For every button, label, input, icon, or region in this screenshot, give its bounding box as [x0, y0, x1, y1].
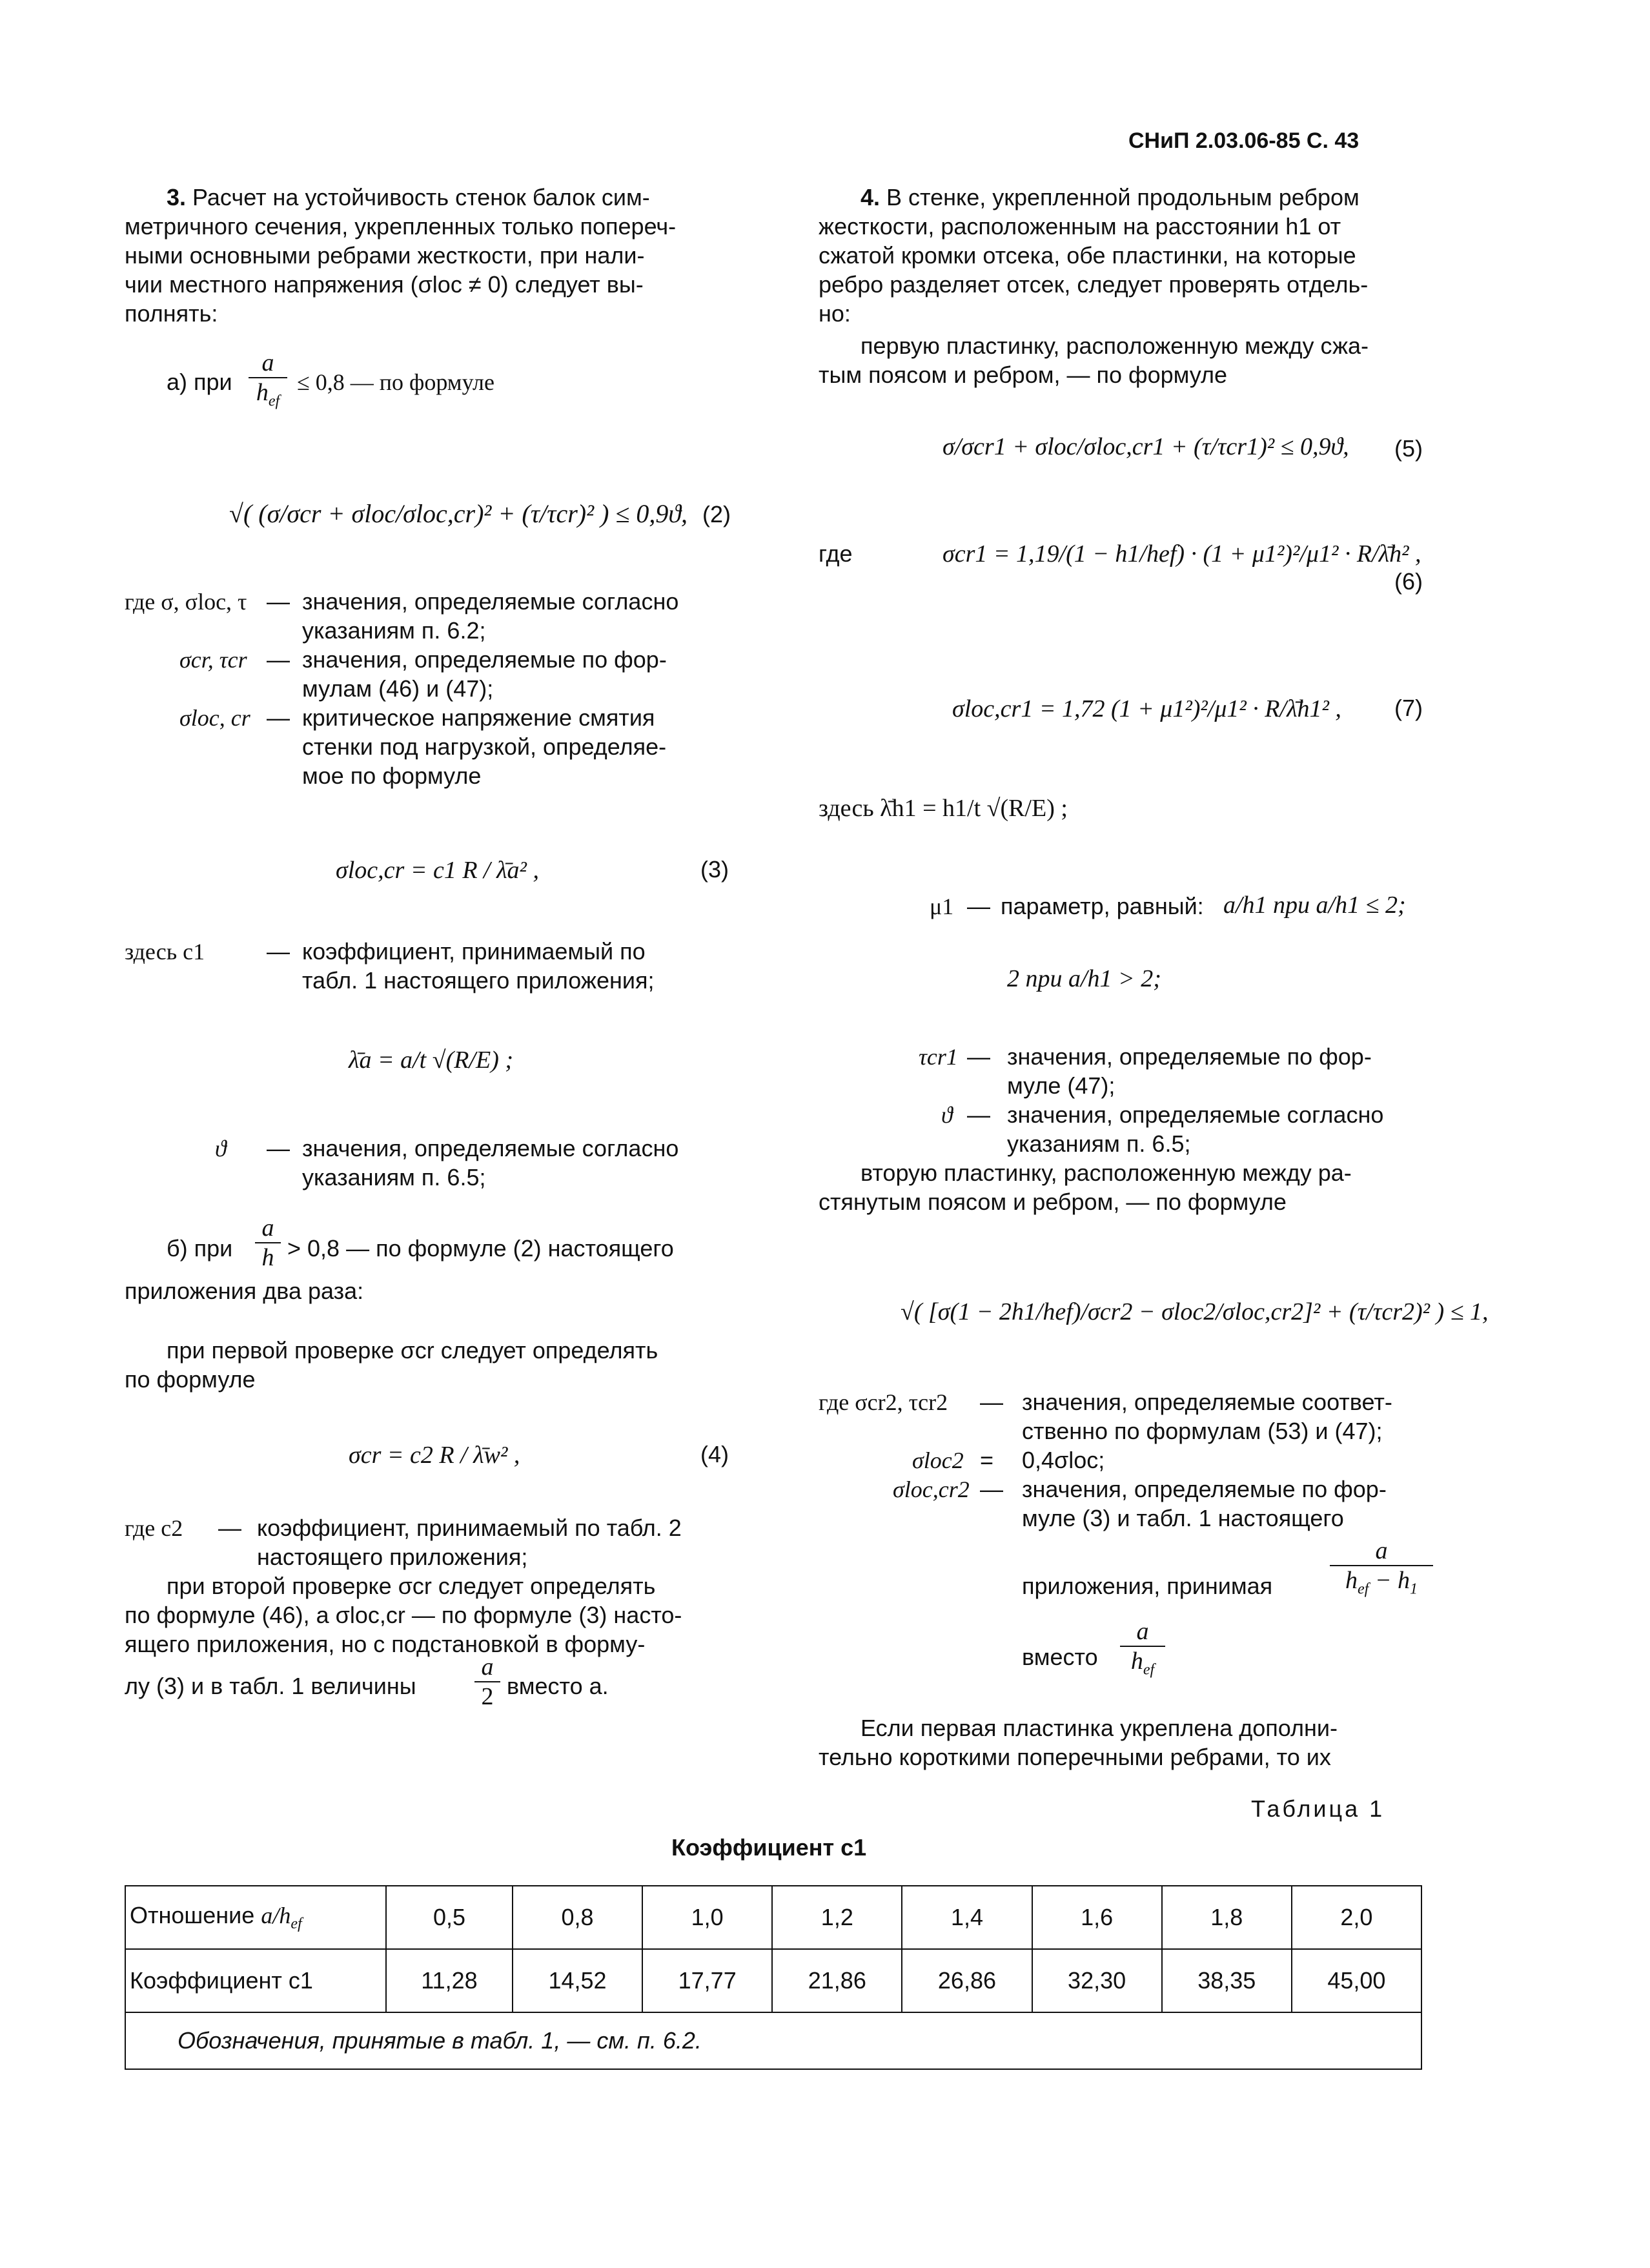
def-text-1: значения, определяемые согласно: [302, 588, 679, 615]
table-cell: 0,8: [513, 1886, 642, 1949]
table-cell: 11,28: [386, 1949, 513, 2012]
c2-dash: —: [218, 1515, 241, 1541]
first-plate-cont: тым поясом и ребром, — по формуле: [819, 362, 1228, 388]
mu-sym: μ1: [930, 894, 954, 919]
def2-text-2: 0,4σloc;: [1022, 1447, 1105, 1473]
theta-sym-right: ϑ: [941, 1102, 953, 1128]
def2-dash-2: =: [980, 1447, 994, 1473]
mu-text: параметр, равный:: [1001, 893, 1204, 919]
case-b-condition: > 0,8 — по формуле (2) настоящего: [287, 1235, 674, 1262]
def-text-3: критическое напряжение смятия: [302, 704, 655, 731]
table-cell: 26,86: [902, 1949, 1032, 2012]
fraction-a-over-hef: a $h_{ef}$: [249, 349, 287, 411]
first-check: при первой проверке σcr следует определять: [167, 1337, 658, 1364]
paragraph-3-line-1: [167, 183, 650, 212]
appendix-taking: приложения, принимая: [1022, 1573, 1273, 1599]
table-cell: 38,35: [1162, 1949, 1292, 2012]
second-plate-cont: стянутым поясом и ребром, — по формуле: [819, 1189, 1287, 1215]
fraction-a-over-2: $\frac{a}{2}$: [474, 1653, 500, 1711]
theta-dash-left: —: [267, 1135, 290, 1161]
def2-dash-3: —: [980, 1476, 1003, 1502]
table-note: Обозначения, принятые в табл. 1, — см. п. 6.2.: [125, 2012, 1421, 2069]
table-cell: 17,77: [642, 1949, 772, 2012]
tau-text: значения, определяемые по фор-: [1007, 1043, 1372, 1070]
def2-dash-1: —: [980, 1389, 1003, 1415]
instead-label: вместо: [1022, 1644, 1098, 1670]
tau-cont: муле (47);: [1007, 1072, 1115, 1099]
table-row: [125, 1949, 1421, 2012]
page-reference: СНиП 2.03.06-85 С. 43: [1128, 128, 1360, 153]
equation-number-6: (6): [1394, 568, 1423, 595]
paragraph-3-line-4: чии местного напряжения (σloc ≠ 0) следует вы-: [125, 271, 644, 298]
table-cell: 1,2: [772, 1886, 902, 1949]
def-dash-3: —: [267, 704, 290, 731]
case-a-prefix: а) при: [167, 369, 232, 395]
table-cell: 14,52: [513, 1949, 642, 2012]
def2-text-1: значения, определяемые соответ-: [1022, 1389, 1392, 1415]
paragraph-4-line-4: ребро разделяет отсек, следует проверять отдель-: [819, 271, 1369, 298]
second-check-line-1: при второй проверке σcr следует определять: [167, 1573, 656, 1599]
formula-6: σcr1 = 1,19/(1 − h1/hef) · (1 + μ1²)²/μ1² · R/λ̄h² ,: [942, 540, 1421, 567]
def2-text-3: значения, определяемые по фор-: [1022, 1476, 1387, 1502]
equation-number-3: (3): [700, 856, 729, 883]
c1-dash: —: [267, 938, 290, 965]
equation-number-2: (2): [702, 501, 731, 527]
table-label: Таблица 1: [1251, 1795, 1385, 1822]
table-cell: 1,8: [1162, 1886, 1292, 1949]
case-a-condition: ≤ 0,8 — по формуле: [297, 369, 494, 395]
ratio-label: Отношение: [130, 1901, 255, 1928]
case-b-cont: приложения два раза:: [125, 1278, 364, 1304]
paragraph-4-number: 4.: [861, 184, 881, 210]
c1-text: коэффициент, принимаемый по: [302, 938, 646, 965]
formula-3: σloc,cr = c1 R / λ̄a² ,: [336, 857, 539, 884]
def-text-2: значения, определяемые по фор-: [302, 646, 667, 673]
fraction-a-over-hef-2: a $h_{ef}$: [1120, 1617, 1165, 1679]
first-plate: первую пластинку, расположенную между сжа-: [861, 332, 1369, 359]
def-cont-1: указаниям п. 6.2;: [302, 617, 486, 644]
table-header-cell: Коэффициент c1: [125, 1949, 386, 2012]
table-cell: 1,6: [1032, 1886, 1162, 1949]
table-cell: 2,0: [1292, 1886, 1421, 1949]
theta-text-right: значения, определяемые согласно: [1007, 1101, 1384, 1128]
theta-cont-left: указаниям п. 6.5;: [302, 1164, 486, 1190]
last-line-2: тельно короткими поперечными ребрами, то их: [819, 1744, 1331, 1770]
tau-dash: —: [967, 1043, 990, 1070]
table-title: Коэффициент c1: [671, 1834, 867, 1861]
equation-number-5: (5): [1394, 435, 1423, 462]
c1-sym: здесь c1: [125, 939, 205, 965]
lambda-a-formula: λ̄a = a/t √(R/E) ;: [349, 1047, 514, 1074]
def-cont-3: стенки под нагрузкой, определяе-: [302, 733, 667, 760]
formula-7: σloc,cr1 = 1,72 (1 + μ1²)²/μ1² · R/λ̄h1² ,: [952, 695, 1341, 722]
table-cell: 0,5: [386, 1886, 513, 1949]
theta-text-left: значения, определяемые согласно: [302, 1135, 679, 1161]
coefficient-table: [125, 1885, 1422, 2070]
table-cell: 1,4: [902, 1886, 1032, 1949]
paragraph-4-line-3: сжатой кромки отсека, обе пластинки, на которые: [819, 242, 1356, 269]
def2-cont-3: муле (3) и табл. 1 настоящего: [1022, 1505, 1344, 1531]
table-header-cell: [125, 1886, 386, 1949]
paragraph-4-line-2: жесткости, расположенным на расстоянии h1 от: [819, 213, 1341, 240]
last-line-1: Если первая пластинка укреплена дополни-: [861, 1715, 1338, 1741]
paragraph-3-line-2: метричного сечения, укрепленных только попереч-: [125, 213, 677, 240]
paragraph-4-line-5: но:: [819, 300, 851, 327]
second-check-line-3: ящего приложения, но с подстановкой в форму-: [125, 1631, 646, 1657]
equation-number-4: (4): [700, 1441, 729, 1467]
def-cont-3b: мое по формуле: [302, 762, 482, 789]
paragraph-4-line-1: [861, 183, 1360, 212]
second-check-tail: вместо a.: [507, 1673, 609, 1699]
text: Расчет на устойчивость стенок балок сим-: [192, 184, 650, 210]
lambda-h1-formula: здесь λ̄h1 = h1/t √(R/E) ;: [819, 795, 1068, 822]
first-check-cont: по формуле: [125, 1366, 256, 1393]
tau-sym: τcr1: [919, 1044, 958, 1070]
table-cell: 1,0: [642, 1886, 772, 1949]
formula-4: σcr = c2 R / λ̄w² ,: [349, 1442, 520, 1469]
mu-condition-2: 2 при a/h1 > 2;: [1007, 965, 1161, 992]
mu-condition-1: a/h1 при a/h1 ≤ 2;: [1223, 892, 1406, 919]
formula-5: σ/σcr1 + σloc/σloc,cr1 + (τ/τcr1)² ≤ 0,9ϑ,: [942, 433, 1349, 460]
fraction-a-over-hef-minus-h1: a $h_{ef} - h_1$: [1330, 1537, 1433, 1599]
c1-cont: табл. 1 настоящего приложения;: [302, 967, 655, 994]
def2-sym-3: σloc,cr2: [893, 1476, 970, 1502]
second-check-line-2: по формуле (46), а σloc,cr — по формуле (3) насто-: [125, 1602, 682, 1628]
paragraph-3-number: 3.: [167, 184, 187, 210]
def-dash-1: —: [267, 588, 290, 615]
theta-sym-left: ϑ: [215, 1136, 227, 1161]
c2-sym: где c2: [125, 1515, 183, 1541]
def-sym-2: σcr, τcr: [179, 647, 247, 673]
c2-text: коэффициент, принимаемый по табл. 2: [257, 1515, 682, 1541]
table-cell: 32,30: [1032, 1949, 1162, 2012]
table-cell: 45,00: [1292, 1949, 1421, 2012]
paragraph-3-line-3: ными основными ребрами жесткости, при нали-: [125, 242, 645, 269]
table-cell: 21,86: [772, 1949, 902, 2012]
table-row: [125, 2012, 1421, 2069]
second-check-line-4: лу (3) и в табл. 1 величины: [125, 1673, 416, 1699]
theta-dash-right: —: [967, 1101, 990, 1128]
theta-cont-right: указаниям п. 6.5;: [1007, 1130, 1191, 1157]
def2-cont-1: ственно по формулам (53) и (47);: [1022, 1418, 1383, 1444]
case-b-prefix: б) при: [167, 1235, 233, 1262]
text: В стенке, укрепленной продольным ребром: [886, 184, 1360, 210]
fraction-a-over-h: $\frac{a}{h}$: [255, 1214, 281, 1272]
table-row: [125, 1886, 1421, 1949]
def-dash-2: —: [267, 646, 290, 673]
def2-sym-2: σloc2: [912, 1447, 964, 1473]
equation-number-7: (7): [1394, 695, 1423, 721]
second-plate: вторую пластинку, расположенную между ра-: [861, 1160, 1352, 1186]
def-cont-2: мулам (46) и (47);: [302, 675, 494, 702]
where-6: где: [819, 540, 853, 567]
mu-dash: —: [967, 893, 990, 919]
ratio-fraction: $a/h_{ef}$: [261, 1902, 302, 1933]
c2-cont: настоящего приложения;: [257, 1544, 528, 1570]
def2-sym-1: где σcr2, τcr2: [819, 1389, 948, 1415]
formula-8: √( [σ(1 − 2h1/hef)/σcr2 − σloc2/σloc,cr2]² + (τ/τcr2)² ) ≤ 1,: [901, 1298, 1489, 1325]
formula-2: √( (σ/σcr + σloc/σloc,cr)² + (τ/τcr)² ) ≤ 0,9ϑ,: [229, 499, 688, 528]
paragraph-3-line-5: полнять:: [125, 300, 218, 327]
def-sym-3: σloc, cr: [179, 705, 250, 731]
def-sym-1: где σ, σloc, τ: [125, 589, 247, 615]
